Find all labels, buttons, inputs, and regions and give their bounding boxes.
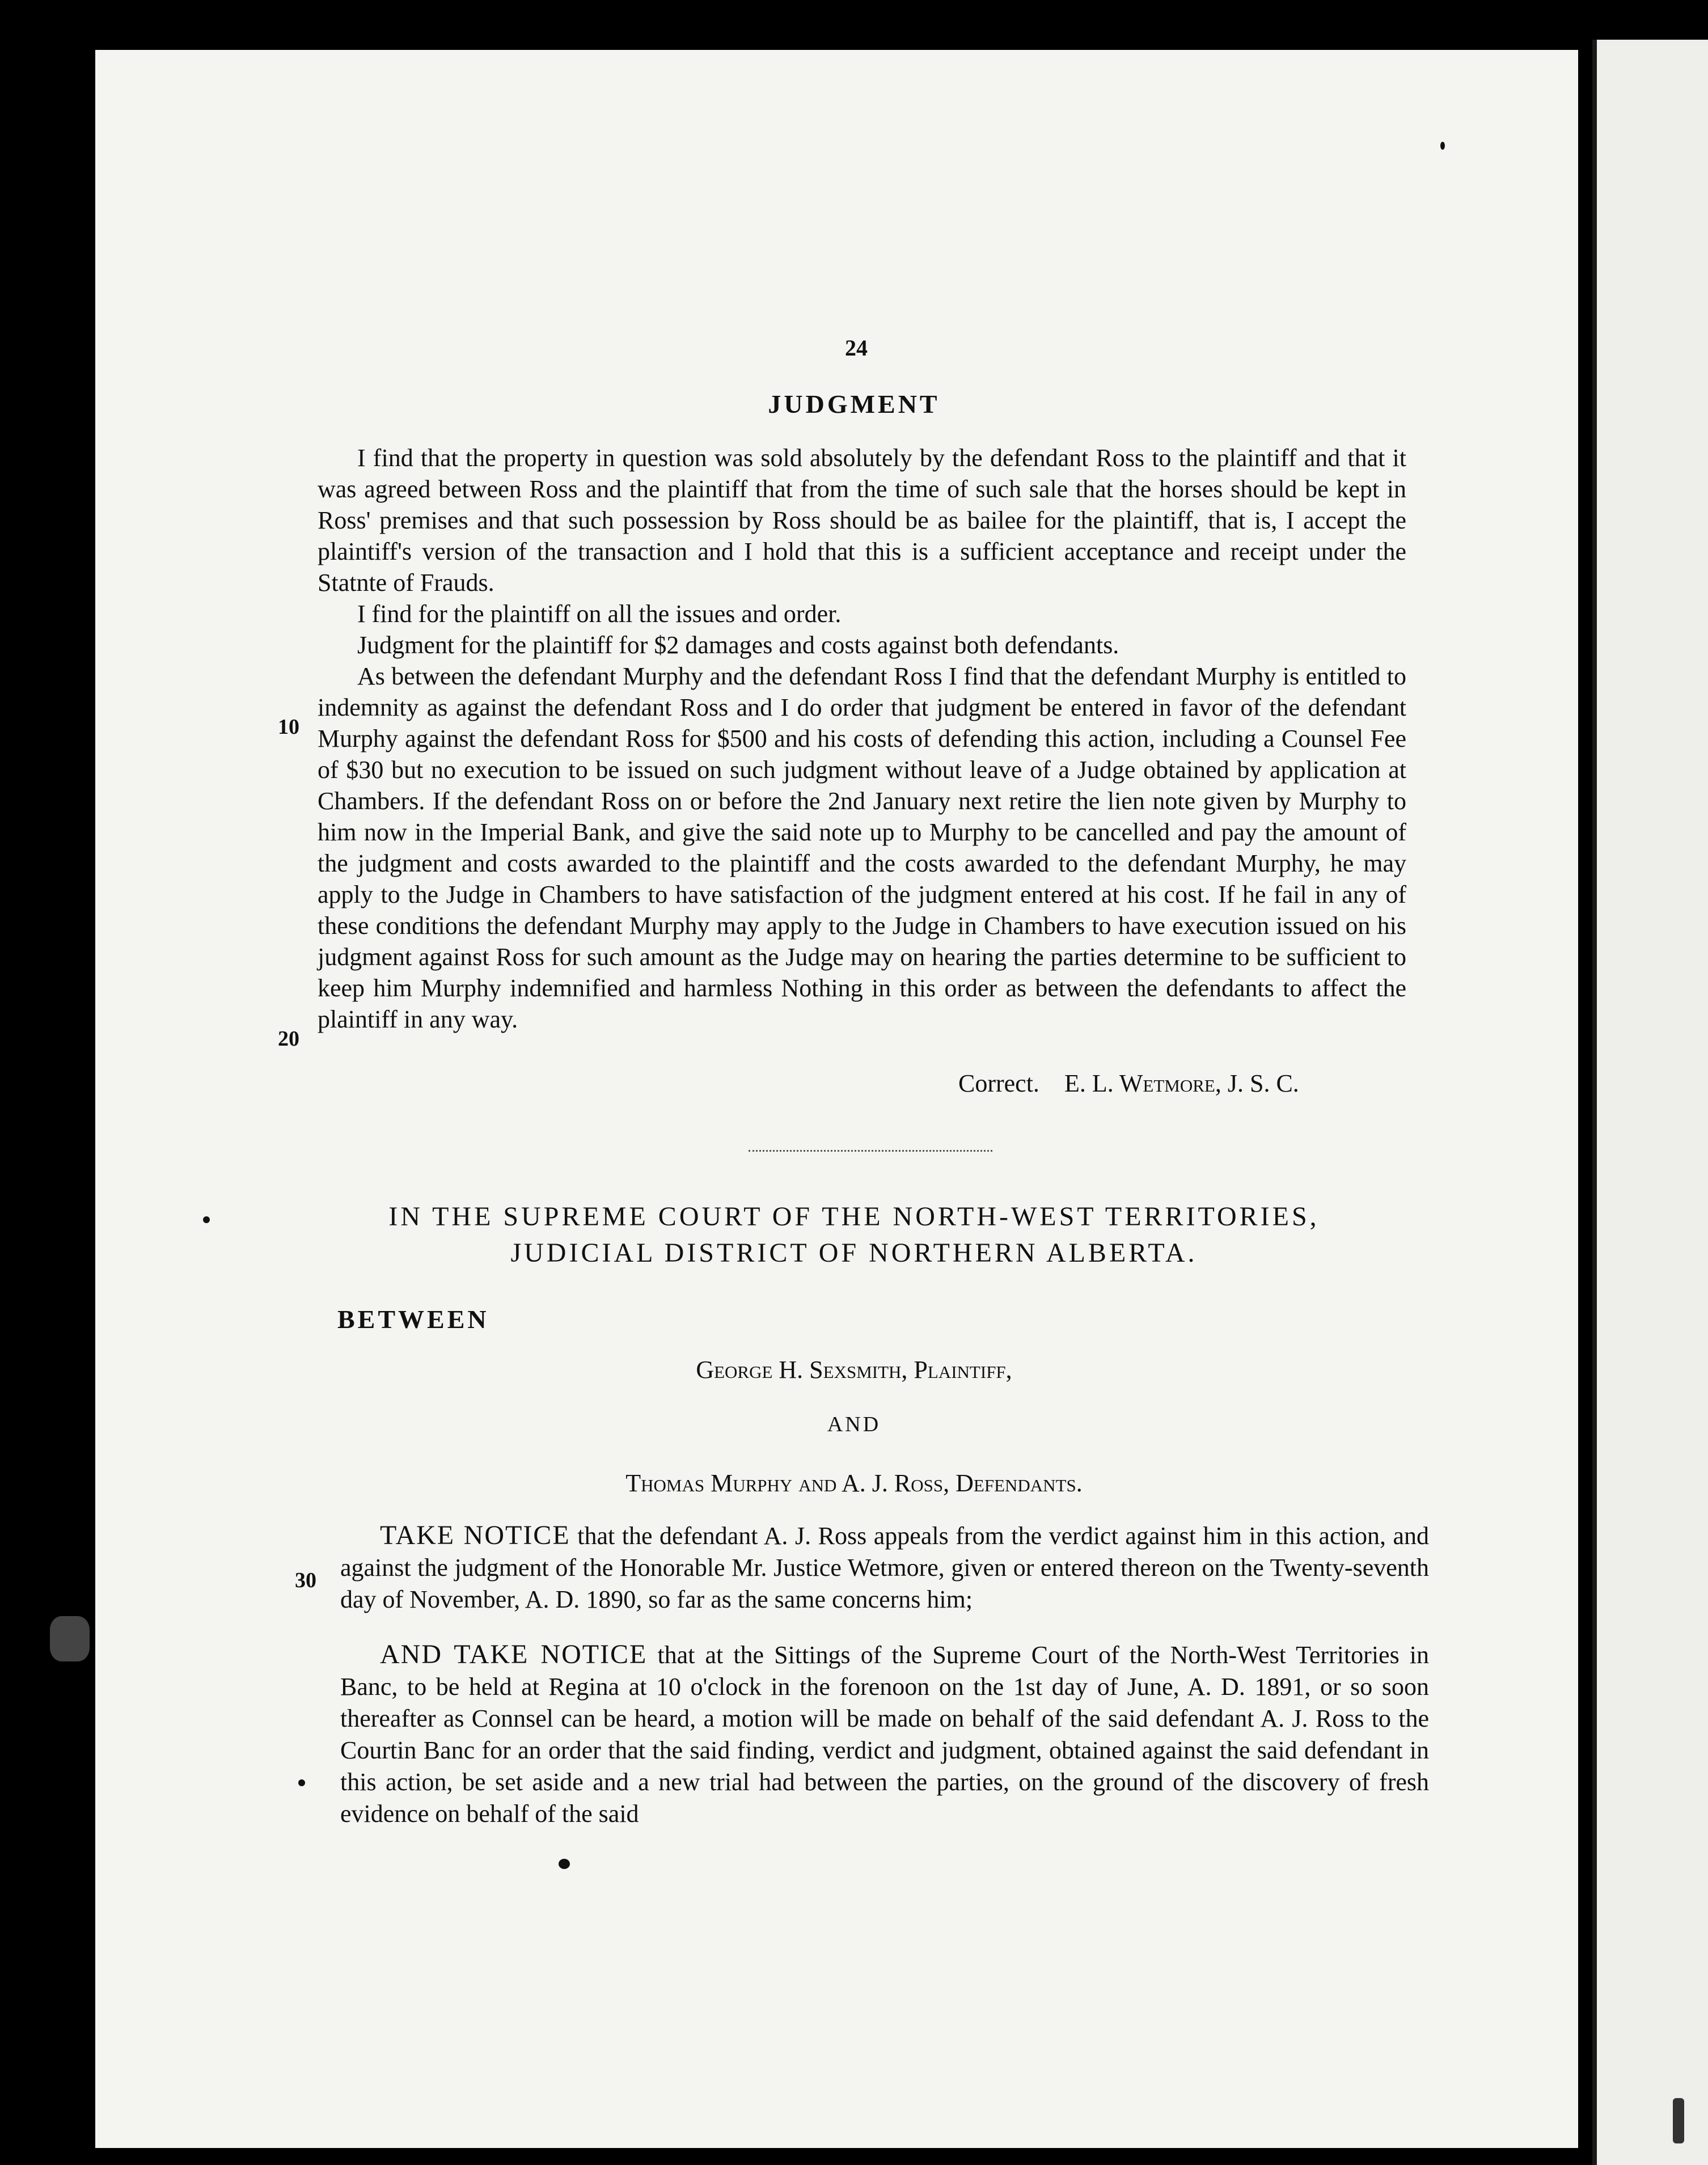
signature <box>958 1069 1299 1098</box>
line-number: 10 <box>278 715 299 739</box>
judgment-paragraph: I find that the property in question was sold absolutely by the defendant Ross to the plaintiff and that it was agreed between Ross and the plaintiff that from the time of such sale that the horses should be kept in Ross' premises and that such possession by Ross should be as bailee for the plaintiff, that is, I accept the plaintiff's version of the transaction and I hold that this is a sufficient acceptance and receipt under the Statnte of Frauds. <box>318 444 1406 597</box>
signature-prefix: Correct. <box>958 1069 1039 1097</box>
defendants-line: Thomas Murphy and A. J. Ross, Defendants. <box>625 1469 1083 1497</box>
notice-paragraph-1 <box>340 1520 1429 1616</box>
notice-text: that the defendant A. J. Ross appeals from the verdict against him in this action, and against the judgment of the Honorable Mr. Justice Wetmore, given or entered thereon on the Twenty-seventh day of November, A. D. 1890, so far as the same concerns him; <box>340 1522 1430 1613</box>
scan-speck <box>1673 2098 1684 2143</box>
line-number: 20 <box>278 1027 299 1051</box>
notice-lead: TAKE NOTICE <box>380 1520 570 1550</box>
scan-speck <box>559 1859 570 1869</box>
scan-speck <box>298 1779 305 1786</box>
adjacent-page-edge <box>1592 40 1708 2165</box>
notice-paragraph-2 <box>340 1639 1429 1830</box>
section-divider <box>749 1150 992 1152</box>
court-district: JUDICIAL DISTRICT OF NORTHERN ALBERTA. <box>510 1238 1198 1268</box>
judgment-paragraph: Judgment for the plaintiff for $2 damages and costs against both defendants. <box>357 631 1119 659</box>
signature-name: E. L. Wetmore, J. S. C. <box>1064 1069 1299 1097</box>
line-number: 30 <box>295 1568 316 1592</box>
plaintiff-line: George H. Sexsmith, Plaintiff, <box>696 1356 1012 1384</box>
and-line: AND <box>827 1413 881 1436</box>
court-title: IN THE SUPREME COURT OF THE NORTH-WEST TERRITORIES, <box>388 1202 1320 1232</box>
judgment-paragraph: I find for the plaintiff on all the issues and order. <box>357 600 842 628</box>
notice-lead: AND TAKE NOTICE <box>380 1639 648 1669</box>
judgment-heading: JUDGMENT <box>768 390 940 418</box>
stamp-blot <box>50 1616 90 1661</box>
scan-speck <box>1440 142 1445 150</box>
notice-text: that at the Sittings of the Supreme Court of the North-West Territories in Banc, to be held at Regina at 10 o'clock in the forenoon on the 1st day of June, A. D. 1891, or so soon thereafter as Connsel can be heard, a motion will be made on behalf of the said defendant A. J. Ross to the Courtin Banc for an order that the said finding, verdict and judgment, obtained against the said defendant in this action, be set aside and a new trial had between the parties, on the ground of the discovery of fresh evidence on behalf of the said <box>340 1641 1430 1828</box>
judgment-body <box>318 442 1406 1035</box>
scanned-page <box>95 50 1578 2148</box>
page-number: 24 <box>845 335 868 361</box>
judgment-paragraph: As between the defendant Murphy and the defendant Ross I find that the defendant Murphy is entitled to indemnity as against the defendant Ross and I do order that judgment be entered in favor of the defendant Murphy against the defendant Ross for $500 and his costs of defending this action, including a Counsel Fee of $30 but no execution to be issued on such judgment without leave of a Judge obtained by application at Chambers. If the defendant Ross on or before the 2nd January next retire the lien note given by Murphy to him now in the Imperial Bank, and give the said note up to Murphy to be cancelled and pay the amount of the judgment and costs awarded to the plaintiff and the costs awarded to the defendant Murphy, he may apply to the Judge in Chambers to have satisfaction of the judgment entered at his cost. If he fail in any of these conditions the defendant Murphy may apply to the Judge in Chambers to have execution issued on his judgment against Ross for such amount as the Judge may on hearing the parties determine to be sufficient to keep him Murphy indemnified and harmless Nothing in this order as between the defendants to affect the plaintiff in any way. <box>318 662 1406 1033</box>
between-label: BETWEEN <box>337 1305 489 1334</box>
